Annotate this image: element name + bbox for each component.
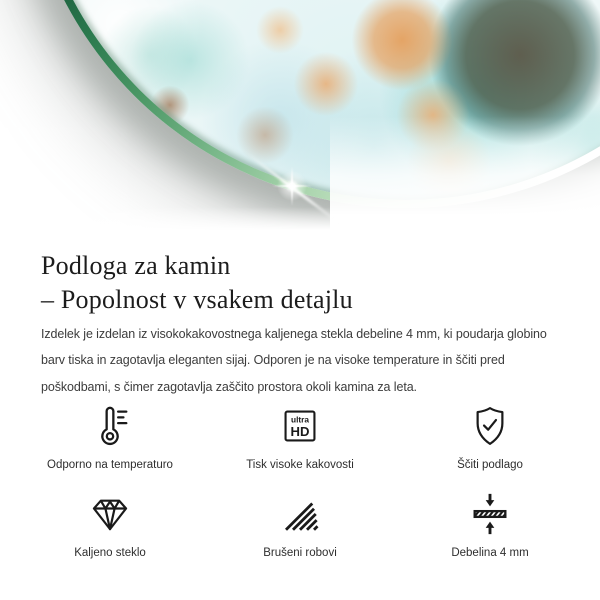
feature-label: Kaljeno steklo: [74, 547, 146, 559]
ultra-hd-icon: [279, 402, 321, 449]
ultra-hd-text-small: ultra: [291, 414, 309, 424]
feature-label: Odporno na temperaturo: [47, 459, 173, 471]
title-line-2: – Popolnost v vsakem detajlu: [41, 285, 353, 315]
brushed-edges-icon: [279, 490, 321, 537]
features-grid: [15, 402, 585, 560]
feature-label: Brušeni robovi: [263, 547, 337, 559]
feature-polished-edges: [205, 490, 395, 560]
title-line-1: Podloga za kamin: [41, 251, 231, 281]
product-description: Izdelek je izdelan iz visokokakovostnega kaljenega stekla debeline 4 mm, ki poudarja globino barv tiska in zagotavlja eleganten sijaj. Odporen je na visoke temperature in ščiti pred poškodbami, s čimer zagotavlja zaščito prostora okoli kamina za leta.: [41, 326, 547, 394]
feature-print-quality: [205, 402, 395, 472]
sparkle-icon: [272, 166, 312, 206]
feature-label: Tisk visoke kakovosti: [246, 459, 354, 471]
page-title: [41, 249, 581, 317]
thickness-icon: [467, 490, 513, 537]
shield-check-icon: [468, 402, 512, 449]
ultra-hd-text-large: HD: [290, 423, 310, 439]
feature-temperature: [15, 402, 205, 472]
feature-thickness: [395, 490, 585, 560]
feature-protects-surface: [395, 402, 585, 472]
feature-label: Debelina 4 mm: [451, 547, 529, 559]
diamond-icon: [88, 490, 132, 537]
feature-tempered-glass: [15, 490, 205, 560]
hero-bottom-fade: [0, 207, 600, 233]
feature-label: Ščiti podlago: [457, 459, 523, 471]
thermometer-icon: [87, 402, 133, 449]
hero-image: [0, 0, 600, 233]
